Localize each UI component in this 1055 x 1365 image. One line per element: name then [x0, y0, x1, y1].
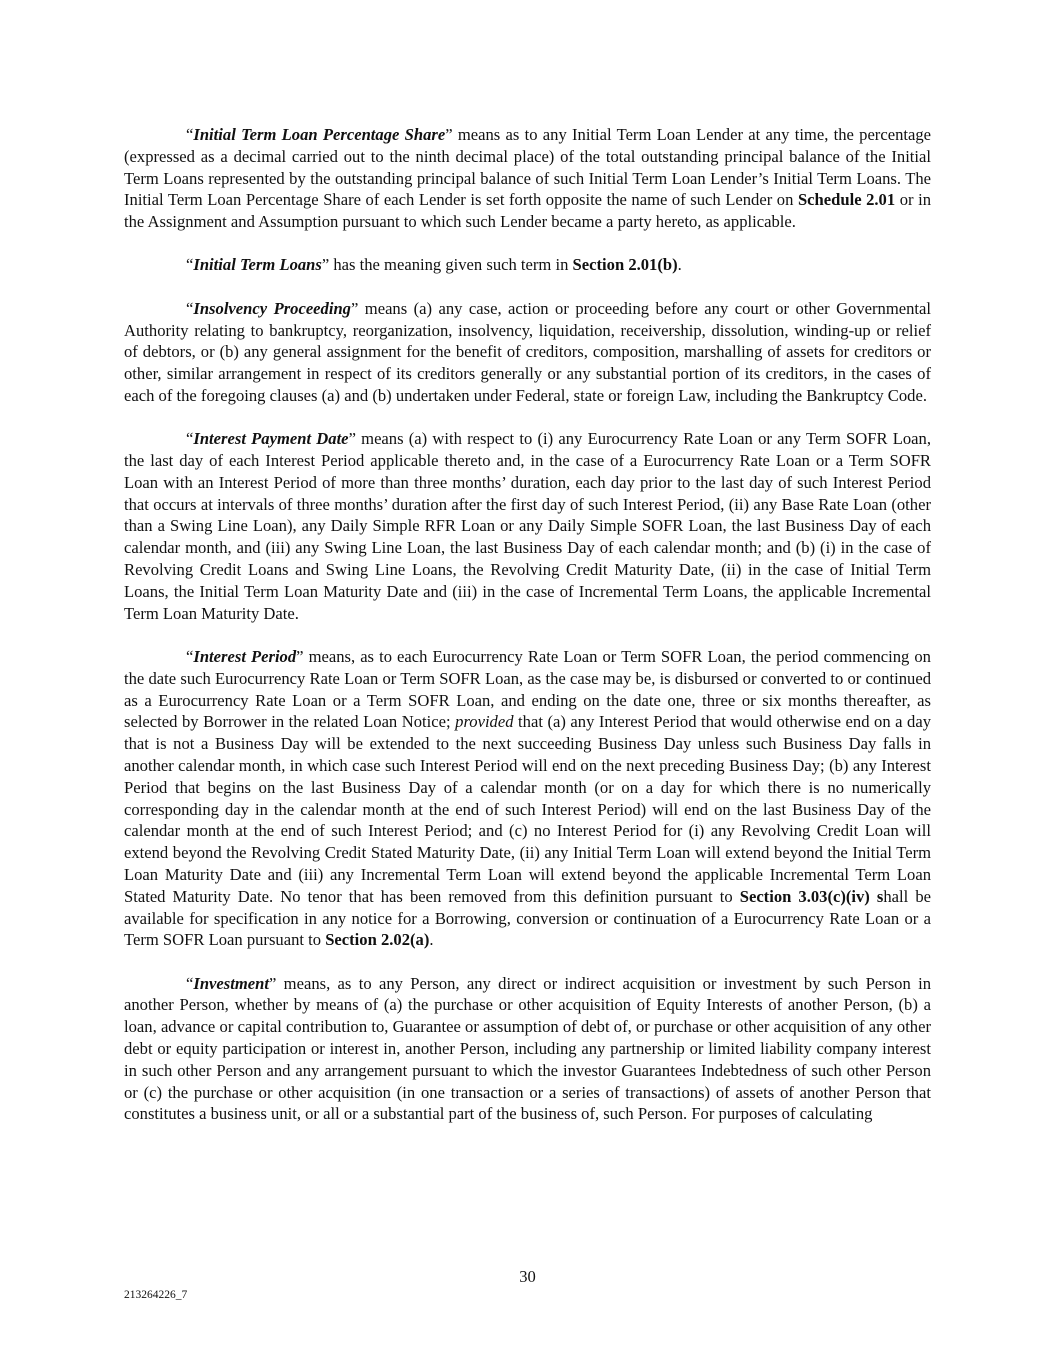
- defined-term: Interest Payment Date: [193, 429, 349, 449]
- text-run: that (a) any Interest Period that would otherwise end on a day that is not a Business Day will be extended to the next succeeding Business Day unless such Business Day falls in another calendar month, in which case such Interest Period will end on the next preceding Business Day; (b) any Interest Period that begins on the last Business Day of a calendar month (or on a day for which there is no numerically corresponding day in the calendar month at the end of such Interest Period) will end on the last Business Day of the calendar month at the end of such Interest Period; and (c) no Interest Period for (i) any Revolving Credit Loan will extend beyond the Revolving Credit Stated Maturity Date, (ii) any Initial Term Loan will extend beyond the Initial Term Loan Maturity Date and (iii) any Incremental Term Loan will extend beyond the applicable Incremental Term Loan Stated Maturity Date. No tenor that has been removed from this definition pursuant to: [124, 712, 932, 906]
- text-run: “: [186, 125, 194, 144]
- defined-term: Interest Period: [193, 646, 297, 666]
- document-id: 213264226_7: [124, 1289, 188, 1301]
- text-run: .: [429, 930, 434, 950]
- definition-investment: [124, 973, 931, 1126]
- text-run: ” has the meaning given such term in: [321, 255, 573, 275]
- text-run: hall be available for specification in any notice for a Borrowing, conversion or continuation of a Eurocurrency Rate Loan or a Term SOFR Loan pursuant to: [124, 886, 932, 950]
- definition-interest-payment-date: [124, 428, 931, 624]
- cross-reference: Section 2.02(a): [325, 930, 430, 950]
- page-number: 30: [519, 1267, 536, 1286]
- definition-initial-term-loans: [124, 254, 931, 276]
- definition-insolvency-proceeding: [124, 298, 931, 407]
- text-run: “: [186, 298, 194, 318]
- text-run: ” means (a) any case, action or proceeding before any court or other Governmental Authority relating to bankruptcy, reorganization, insolvency, liquidation, receivership, dissolution, winding-up or relief of debtors, or (b) any general assignment for the benefit of creditors, composition, marshalling of assets for creditors or other, similar arrangement in respect of its creditors generally or any substantial portion of its creditors, in the cases of each of the foregoing clauses (a) and (b) undertaken under Federal, state or foreign Law, including the Bankruptcy Code.: [124, 298, 931, 405]
- cross-reference: Schedule 2.01: [797, 190, 896, 210]
- text-run: “: [186, 429, 194, 449]
- text-run: “: [186, 973, 194, 993]
- definition-interest-period: [124, 646, 931, 951]
- text-run: ” means (a) with respect to (i) any Eurocurrency Rate Loan or any Term SOFR Loan, the last day of each Interest Period applicable thereto and, in the case of a Eurocurrency Rate Loan or a Term SOFR Loan with an Interest Period of more than three months’ duration, each day prior to the last day of such Interest Period that occurs at intervals of three months’ duration after the first day of such Interest Period, (ii) any Base Rate Loan (other than a Swing Line Loan), any Daily Simple RFR Loan or any Daily Simple SOFR Loan, the last Business Day of each calendar month, and (iii) any Swing Line Loan, the last Business Day of each calendar month; and (b) (i) in the case of Revolving Credit Loans and Swing Line Loans, the Revolving Credit Maturity Date, (ii) in the case of Initial Term Loans, the Initial Term Loan Maturity Date and (iii) in the case of Incremental Term Loans, the applicable Incremental Term Loan Maturity Date.: [124, 429, 931, 623]
- text-run: or in the Assignment and Assumption pursuant to which such Lender became a party hereto, as applicable.: [124, 190, 931, 232]
- defined-term: Insolvency Proceeding: [193, 298, 351, 318]
- text-run: “: [186, 646, 194, 666]
- text-run: ” means as to any Initial Term Loan Lender at any time, the percentage (expressed as a decimal carried out to the ninth decimal place) of the total outstanding principal balance of the Initial Term Loans represented by the outstanding principal balance of such Initial Term Loan Lender’s Initial Term Loans. The Initial Term Loan Percentage Share of each Lender is set forth opposite the name of such Lender on: [124, 125, 932, 210]
- cross-reference: Section 3.03(c)(iv) s: [739, 886, 884, 906]
- italic-text: provided: [455, 712, 514, 732]
- cross-reference: Section 2.01(b): [572, 255, 678, 275]
- text-run: .: [677, 255, 682, 275]
- defined-term: Investment: [193, 973, 269, 993]
- definition-initial-term-loan-percentage-share: [124, 124, 931, 233]
- defined-term: Initial Term Loans: [193, 255, 322, 275]
- text-run: “: [186, 255, 194, 275]
- text-run: ” means, as to any Person, any direct or indirect acquisition or investment by such Person in another Person, whether by means of (a) the purchase or other acquisition of Equity Interests of another Person, (b) a loan, advance or capital contribution to, Guarantee or assumption of debt of, or purchase or other acquisition of any other debt or equity participation or interest in, another Person, including any partnership or limited liability company interest in such other Person and any arrangement pursuant to which the investor Guarantees Indebtedness of such other Person or (c) the purchase or other acquisition (in one transaction or a series of transactions) of assets of another Person that constitutes a business unit, or all or a substantial part of the business of, such Person. For purposes of calculating: [124, 973, 931, 1124]
- defined-term: Initial Term Loan Percentage Share: [193, 125, 446, 144]
- text-run: ” means, as to each Eurocurrency Rate Loan or Term SOFR Loan, the period commencing on the date such Eurocurrency Rate Loan or Term SOFR Loan, as the case may be, is disbursed or converted to or continued as a Eurocurrency Rate Loan or a Term SOFR Loan, and ending on the date one, three or six months thereafter, as selected by Borrower in the related Loan Notice;: [124, 646, 931, 732]
- page-body: [124, 124, 931, 1147]
